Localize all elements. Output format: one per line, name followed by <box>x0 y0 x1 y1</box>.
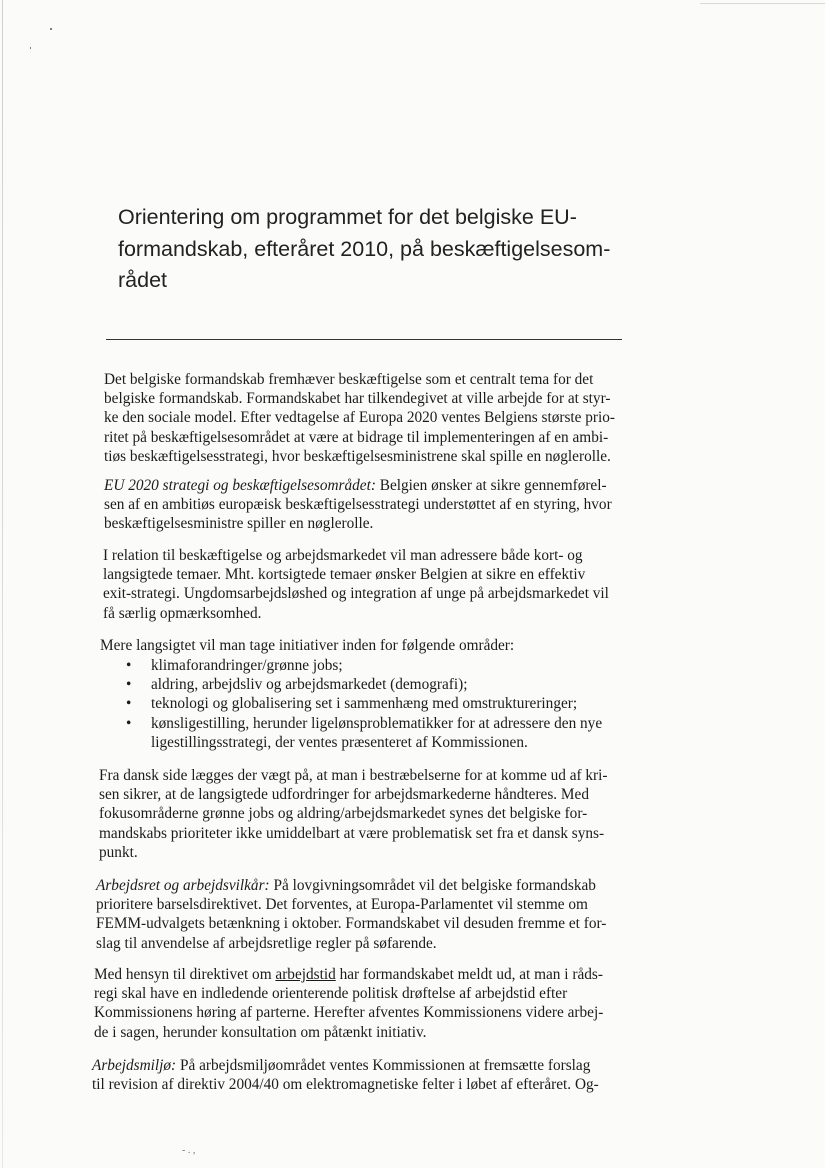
text-line: mandskabs prioriteter ikke umiddelbart at være problematisk set fra et dansk syns- <box>99 824 605 842</box>
list-item <box>122 656 602 675</box>
scan-speck <box>30 47 31 49</box>
text-line: langsigtede temaer. Mht. kortsigtede temaer ønsker Belgien at sikre en effektiv <box>103 566 586 584</box>
text-line: ligestillingsstrategi, der ventes præsenteret af Kommissionen. <box>151 733 528 751</box>
list-item <box>122 714 602 752</box>
text-line: Kommissionens høring af parterne. Herefter afventes Kommissionens videre arbej- <box>94 1004 604 1022</box>
text-line: aldring, arbejdsliv og arbejdsmarkedet (demografi); <box>151 676 468 694</box>
text-line: Det belgiske formandskab fremhæver beskæftigelse som et centralt tema for det <box>104 371 594 388</box>
scan-edge <box>2 0 3 1168</box>
text-line: tiøs beskæftigelsesstrategi, hvor beskæftigelsesministrene skal spille en nøglerolle. <box>104 447 611 465</box>
paragraph-longterm-intro <box>100 636 640 655</box>
scan-mark: - . , <box>182 1145 196 1156</box>
text-line: Mere langsigtet vil man tage initiativer inden for følgende områder: <box>100 637 515 654</box>
text-line: ritet på beskæftigelsesområdet at være at bidrage til implementeringen af en ambi- <box>104 428 609 446</box>
text-run: Belgien ønsker at sikre gennemførel- <box>375 477 607 494</box>
paragraph-intro <box>104 370 644 466</box>
title-divider <box>106 339 622 340</box>
text-line: Fra dansk side lægges der vægt på, at man i bestræbelserne for at komme ud af kri- <box>99 767 608 784</box>
bullet-icon: • <box>126 676 132 694</box>
text-line: slag til anvendelse af arbejdsretlige regler på søfarende. <box>96 934 437 952</box>
scan-edge-top <box>700 3 825 4</box>
list-item <box>122 694 602 713</box>
text-line: ke den sociale model. Efter vedtagelse af Europa 2020 ventes Belgiens største prio- <box>104 409 616 427</box>
paragraph-themes <box>103 546 643 623</box>
text-line: beskæftigelsesministre spiller en nøglerolle. <box>104 515 374 533</box>
section-heading: Arbejdsmiljø: <box>92 1057 177 1074</box>
paragraph-working-time <box>94 965 634 1042</box>
text-line: FEMM-udvalgets betænkning i oktober. Formandskabet vil desuden fremme et for- <box>96 915 607 933</box>
title-line: formandskab, efteråret 2010, på beskæftigelsesom- <box>118 236 611 261</box>
bullet-icon: • <box>126 714 132 732</box>
text-line: regi skal have en indledende orienterende politisk drøftelse af arbejdstid efter <box>94 985 568 1003</box>
underlined-term: arbejdstid <box>275 966 336 983</box>
text-line: sen sikrer, at de langsigtede udfordringer for arbejdsmarkederne håndteres. Med <box>99 786 589 804</box>
text-line: I relation til beskæftigelse og arbejdsmarkedet vil man adressere både kort- og <box>103 547 583 564</box>
text-line: klimaforandringer/grønne jobs; <box>151 657 343 674</box>
title-line: Orientering om programmet for det belgiske EU- <box>118 205 577 229</box>
text-line: fokusområderne grønne jobs og aldring/arbejdsmarkedet synes det belgiske for- <box>99 805 588 823</box>
text-run: har formandskabet meldt ud, at man i råds- <box>335 966 603 983</box>
title-line: rådet <box>118 268 168 292</box>
paragraph-labour-law <box>96 876 636 953</box>
list-item <box>122 675 602 694</box>
section-heading: EU 2020 strategi og beskæftigelsesområdet: <box>104 477 376 494</box>
section-heading: Arbejdsret og arbejdsvilkår: <box>96 877 270 894</box>
text-line: exit-strategi. Ungdomsarbejdsløshed og integration af unge på arbejdsmarkedet vil <box>103 585 609 603</box>
text-line: til revision af direktiv 2004/40 om elektromagnetiske felter i løbet af efteråret. Og- <box>92 1076 599 1094</box>
text-line: prioritere barselsdirektivet. Det forventes, at Europa-Parlamentet vil stemme om <box>96 896 588 914</box>
text-line: teknologi og globalisering set i sammenhæng med omstruktureringer; <box>151 695 578 713</box>
text-line: få særlig opmærksomhed. <box>103 604 262 622</box>
text-line: de i sagen, herunder konsultation om påtænkt initiativ. <box>94 1023 427 1041</box>
scan-speck <box>50 28 52 30</box>
text-run: På lovgivningsområdet vil det belgiske formandskab <box>269 877 596 894</box>
text-line: kønsligestilling, herunder ligelønsproblematikker for at adressere den nye <box>151 714 603 732</box>
paragraph-eu2020 <box>104 476 644 534</box>
paragraph-danish-view <box>99 766 639 862</box>
text-line: sen af en ambitiøs europæisk beskæftigelsesstrategi understøttet af en styring, hvor <box>104 496 612 514</box>
bullet-icon: • <box>126 657 132 674</box>
paragraph-work-environment <box>92 1056 632 1094</box>
text-line: belgiske formandskab. Formandskabet har tilkendegivet at ville arbejde for at styr- <box>104 390 611 408</box>
text-run: På arbejdsmiljøområdet ventes Kommissionen at fremsætte forslag <box>176 1057 591 1074</box>
text-run: Med hensyn til direktivet om <box>94 966 276 983</box>
initiative-list <box>122 656 602 752</box>
document-title <box>118 202 638 297</box>
text-line: punkt. <box>99 843 138 861</box>
bullet-icon: • <box>126 695 132 713</box>
